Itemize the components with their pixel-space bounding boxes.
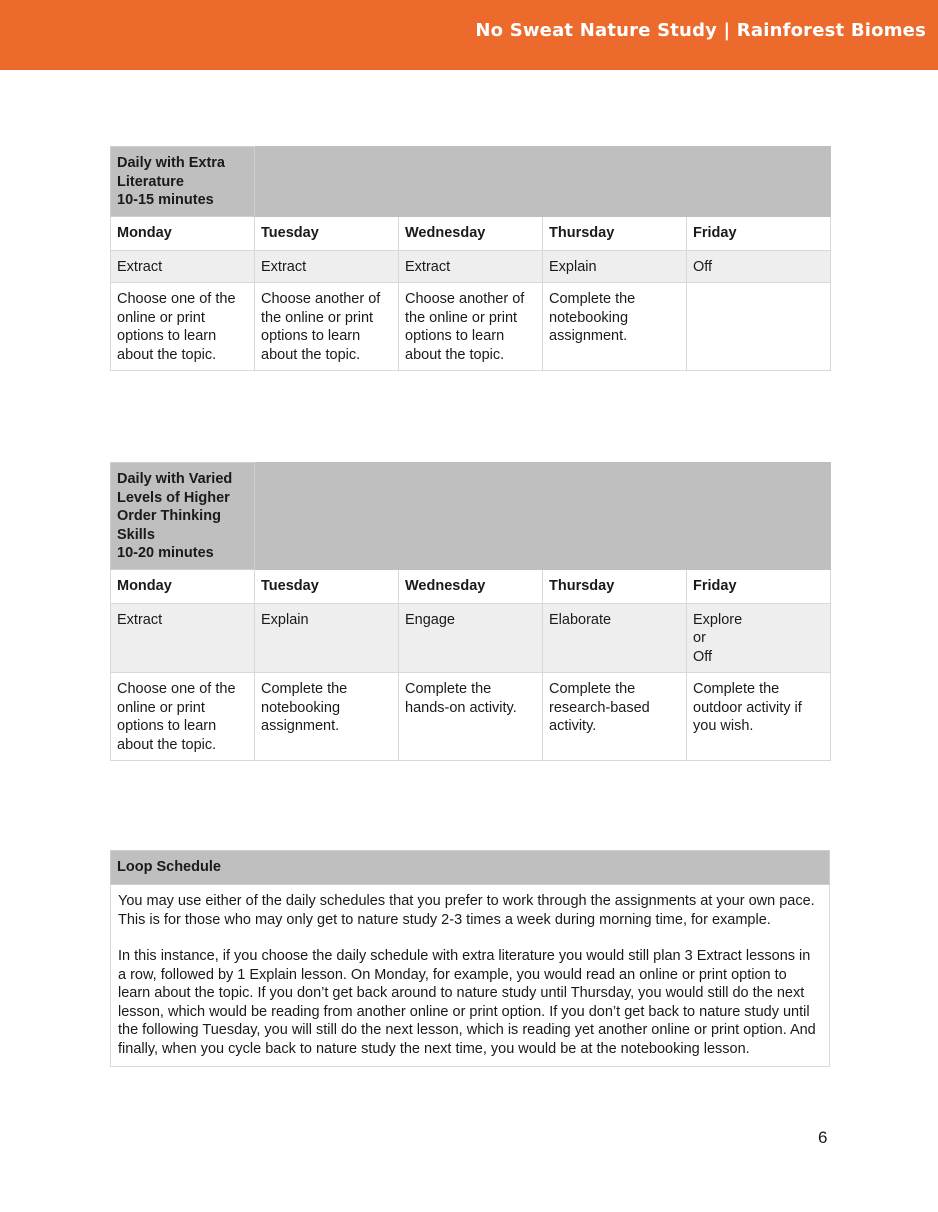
header-filler <box>687 463 831 570</box>
day-header: Monday <box>111 216 255 250</box>
page-number: 6 <box>818 1128 828 1147</box>
day-header: Thursday <box>543 569 687 603</box>
description-cell: Choose another of the online or print options to learn about the topic. <box>399 283 543 371</box>
description-cell: Complete the notebooking assignment. <box>543 283 687 371</box>
day-header: Tuesday <box>255 216 399 250</box>
header-filler <box>543 463 687 570</box>
day-header: Wednesday <box>399 216 543 250</box>
loop-paragraph: You may use either of the daily schedules that you prefer to work through the assignments at your own pace. This is for those who may only get to nature study 2-3 times a week during morning time, for example. <box>118 893 815 928</box>
day-header: Friday <box>687 216 831 250</box>
phase-cell: Explain <box>255 603 399 673</box>
description-cell: Complete the research-based activity. <box>543 673 687 761</box>
day-header: Thursday <box>543 216 687 250</box>
title-line: Daily with Extra <box>117 155 225 171</box>
loop-paragraph: In this instance, if you choose the daily schedule with extra literature you would still plan 3 Extract lessons in a row, followed by 1 Explain lesson. On Monday, for example, you would read an online or print option to learn about the topic. If you don’t get back around to nature study until Thursday, you would still do the next lesson, which would be reading from another online or print option. If you don’t get back to nature study until the following Tuesday, you will still do the next lesson, which is reading yet another online or print option. And finally, when you cycle back to nature study the next time, you would be at the notebooking lesson. <box>118 948 816 1057</box>
day-row <box>111 569 831 603</box>
description-row <box>111 673 831 761</box>
phase-row <box>111 250 831 283</box>
phase-cell: Explain <box>543 250 687 283</box>
title-line: Daily with Varied <box>117 471 233 487</box>
day-header: Tuesday <box>255 569 399 603</box>
phase-cell: Extract <box>399 250 543 283</box>
title-line: Order Thinking <box>117 508 221 524</box>
loop-body <box>111 885 830 1067</box>
header-title: No Sweat Nature Study | Rainforest Biomes <box>475 20 926 41</box>
title-line: 10-20 minutes <box>117 545 214 561</box>
schedule-higher-order-table <box>110 462 831 761</box>
phase-cell: Extract <box>255 250 399 283</box>
loop-title: Loop Schedule <box>111 851 830 885</box>
phase-cell <box>687 603 831 673</box>
loop-schedule-table <box>110 850 830 1067</box>
title-line: Skills <box>117 526 155 543</box>
day-row <box>111 216 831 250</box>
description-cell: Complete the notebooking assignment. <box>255 673 399 761</box>
day-header: Monday <box>111 569 255 603</box>
day-header: Wednesday <box>399 569 543 603</box>
phase-cell: Elaborate <box>543 603 687 673</box>
phase-cell: Extract <box>111 250 255 283</box>
title-line: Literature <box>117 173 184 190</box>
description-cell: Choose one of the online or print options to learn about the topic. <box>111 673 255 761</box>
phase-line: or <box>693 630 706 646</box>
schedule-title <box>111 147 255 217</box>
schedule-title <box>111 463 255 570</box>
description-cell: Complete the hands-on activity. <box>399 673 543 761</box>
description-cell <box>687 283 831 371</box>
description-cell: Complete the outdoor activity if you wish. <box>687 673 831 761</box>
title-line: Levels of Higher <box>117 489 230 506</box>
header-filler <box>399 463 543 570</box>
title-line: 10-15 minutes <box>117 192 214 208</box>
phase-line: Explore <box>693 611 743 628</box>
header-filler <box>687 147 831 217</box>
schedule-extra-literature-table <box>110 146 831 371</box>
phase-cell: Engage <box>399 603 543 673</box>
header-filler <box>255 147 399 217</box>
header-banner <box>0 0 938 70</box>
phase-cell: Extract <box>111 603 255 673</box>
description-cell: Choose another of the online or print options to learn about the topic. <box>255 283 399 371</box>
header-filler <box>399 147 543 217</box>
description-cell: Choose one of the online or print options to learn about the topic. <box>111 283 255 371</box>
header-filler <box>255 463 399 570</box>
day-header: Friday <box>687 569 831 603</box>
phase-row <box>111 603 831 673</box>
description-row <box>111 283 831 371</box>
phase-line: Off <box>693 648 713 665</box>
phase-cell: Off <box>687 250 831 283</box>
header-filler <box>543 147 687 217</box>
